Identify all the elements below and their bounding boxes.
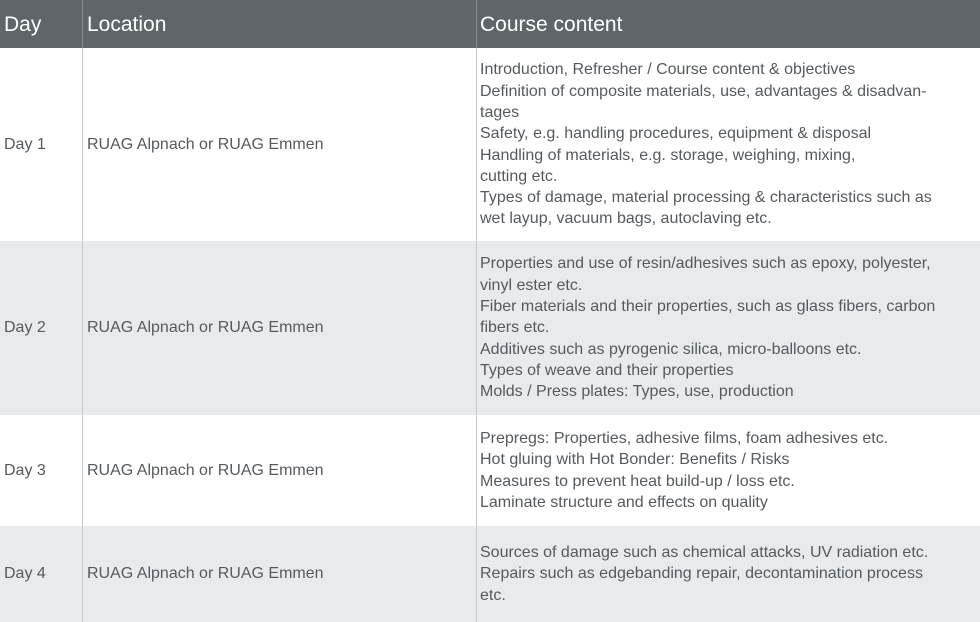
content-line: Safety, e.g. handling procedures, equipment & disposal (480, 125, 872, 143)
location-cell: RUAG Alpnach or RUAG Emmen (87, 565, 324, 582)
table-row-day-3 (0, 415, 980, 526)
table-header (0, 0, 980, 48)
content-line: etc. (480, 586, 506, 604)
day-cell: Day 4 (4, 565, 46, 582)
content-line: Prepregs: Properties, adhesive films, foam adhesives etc. (480, 429, 889, 447)
content-line: Introduction, Refresher / Course content & objectives (480, 61, 856, 79)
content-line: tages (480, 103, 520, 121)
table-row-day-2 (0, 241, 980, 415)
content-line: Properties and use of resin/adhesives such as epoxy, polyester, (480, 255, 931, 273)
content-line: Fiber materials and their properties, such as glass fibers, carbon (480, 298, 936, 316)
header-divider (476, 0, 477, 48)
content-line: Definition of composite materials, use, advantages & disadvan- (480, 82, 927, 100)
content-line: cutting etc. (480, 167, 558, 185)
day-cell: Day 1 (4, 135, 46, 153)
content-line: Repairs such as edgebanding repair, decontamination process (480, 565, 923, 583)
content-line: Types of weave and their properties (480, 361, 734, 379)
header-day: Day (4, 13, 42, 36)
content-line: Sources of damage such as chemical attacks, UV radiation etc. (480, 544, 929, 562)
day-cell: Day 2 (4, 319, 46, 336)
column-divider (82, 0, 83, 622)
column-divider (476, 0, 477, 622)
content-line: Additives such as pyrogenic silica, micro-balloons etc. (480, 340, 862, 358)
course-content-cell (480, 48, 972, 241)
content-line: Measures to prevent heat build-up / loss etc. (480, 472, 795, 490)
content-line: wet layup, vacuum bags, autoclaving etc. (480, 210, 772, 228)
header-course-content: Course content (480, 13, 623, 36)
table-row-day-4 (0, 526, 980, 622)
content-line: Molds / Press plates: Types, use, production (480, 383, 794, 401)
day-cell: Day 3 (4, 461, 46, 479)
header-divider (82, 0, 83, 48)
location-cell: RUAG Alpnach or RUAG Emmen (87, 319, 324, 336)
content-line: Laminate structure and effects on quality (480, 493, 768, 511)
content-line: fibers etc. (480, 319, 550, 337)
content-line: vinyl ester etc. (480, 276, 583, 294)
header-location: Location (87, 13, 167, 36)
location-cell: RUAG Alpnach or RUAG Emmen (87, 461, 324, 479)
content-line: Types of damage, material processing & characteristics such as (480, 189, 932, 207)
table-row-day-1 (0, 48, 980, 241)
content-line: Hot gluing with Hot Bonder: Benefits / Risks (480, 451, 790, 469)
course-content-cell (480, 241, 972, 415)
location-cell: RUAG Alpnach or RUAG Emmen (87, 135, 324, 153)
content-line: Handling of materials, e.g. storage, weighing, mixing, (480, 146, 856, 164)
course-content-cell (480, 526, 972, 622)
course-content-cell (480, 415, 972, 526)
